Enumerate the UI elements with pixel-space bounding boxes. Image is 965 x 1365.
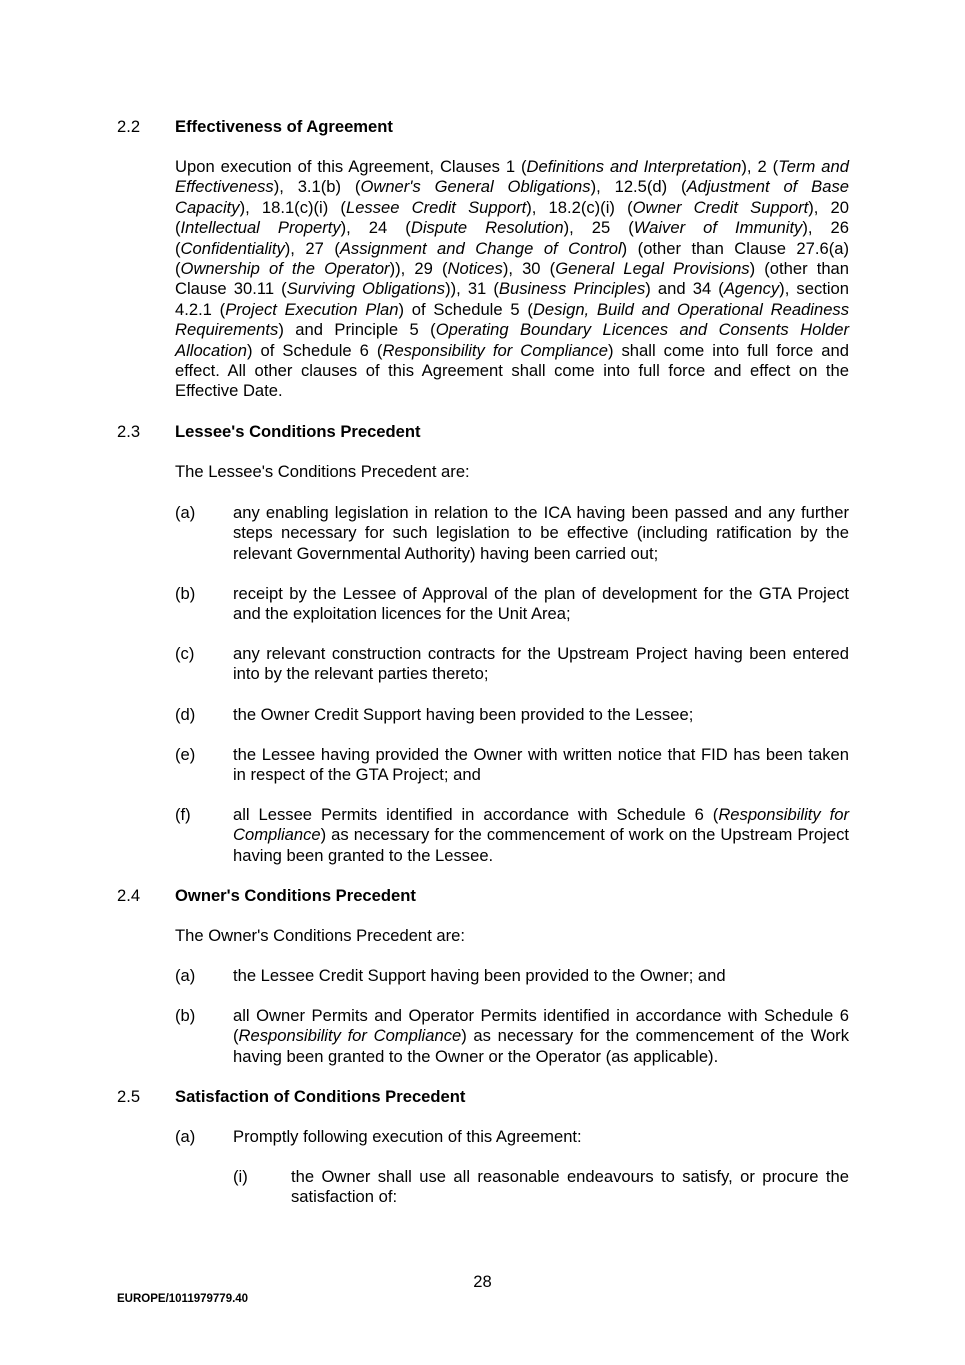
clause-label: (b)	[175, 584, 196, 603]
clause-label: (b)	[175, 1006, 196, 1025]
clause-label: (d)	[175, 705, 196, 724]
clause-text: any relevant construction contracts for the Upstream Project having been entered into by the relevant parties thereto;	[233, 644, 849, 684]
italic-term: Responsibility for Compliance	[382, 340, 608, 360]
section-2-2-number: 2.2	[117, 117, 141, 136]
italic-term: General Legal Provisions	[555, 259, 750, 279]
section-2-3-intro: The Lessee's Conditions Precedent are:	[175, 462, 470, 481]
section-2-4-heading: Owner's Conditions Precedent	[175, 886, 416, 905]
italic-term: Agency	[723, 279, 780, 299]
clause-label: (c)	[175, 644, 195, 663]
italic-term: Waiver of Immunity	[633, 218, 803, 238]
italic-term: Operating Boundary Licences and Consents Holder Allocation	[175, 320, 849, 360]
clause-label: (f)	[175, 805, 191, 824]
italic-term: Adjustment of Base Capacity	[175, 177, 849, 217]
clause-label: (a)	[175, 503, 196, 522]
italic-term: Notices	[447, 259, 503, 279]
italic-term: Owner's General Obligations	[360, 177, 591, 197]
italic-term: Confidentiality	[180, 238, 285, 258]
italic-term: Business Principles	[498, 279, 646, 299]
italic-term: Definitions and Interpretation	[526, 157, 742, 176]
italic-term: Term and Effectiveness	[175, 157, 849, 197]
italic-term: Intellectual Property	[180, 218, 341, 238]
subclause-text: the Owner shall use all reasonable endeavours to satisfy, or procure the satisfaction of:	[291, 1167, 849, 1207]
page-number: 28	[473, 1272, 492, 1291]
clause-text: any enabling legislation in relation to the ICA having been passed and any further steps necessary for such legislation to be effective (including ratification by the relevant Governmental Authority) having been carried out;	[233, 503, 849, 563]
clause-text: all Owner Permits and Operator Permits identified in accordance with Schedule 6 (Responsibility for Compliance) as necessary for the commencement of the Work having been granted to the Owner or the Operator (as applicable).	[233, 1006, 849, 1066]
section-2-5-heading: Satisfaction of Conditions Precedent	[175, 1087, 466, 1106]
italic-term: Assignment and Change of Control	[339, 238, 622, 258]
clause-label: (a)	[175, 1127, 196, 1146]
section-2-4-number: 2.4	[117, 886, 141, 905]
section-2-2-body: Upon execution of this Agreement, Clauses 1 (Definitions and Interpretation), 2 (Term and Effectiveness), 3.1(b) (Owner's General Obligations), 12.5(d) (Adjustment of Base Capacity), 18.1(c)(i) (Lessee Credit Support), 18.2(c)(i) (Owner Credit Support), 20 (Intellectual Property), 24 (Dispute Resolution), 25 (Waiver of Immunity), 26 (Confidentiality), 27 (Assignment and Change of Control) (other than Clause 27.6(a) (Ownership of the Operator)), 29 (Notices), 30 (General Legal Provisions) (other than Clause 30.11 (Surviving Obligations)), 31 (Business Principles) and 34 (Agency), section 4.2.1 (Project Execution Plan) of Schedule 5 (Design, Build and Operational Readiness Requirements) and Principle 5 (Operating Boundary Licences and Consents Holder Allocation) of Schedule 6 (Responsibility for Compliance) shall come into full force and effect. All other clauses of this Agreement shall come into full force and effect on the Effective Date.	[175, 157, 850, 401]
clause-label: (a)	[175, 966, 196, 985]
subclause-label: (i)	[233, 1167, 248, 1186]
clause-text: the Lessee having provided the Owner with written notice that FID has been taken in respect of the GTA Project; and	[233, 745, 849, 785]
document-reference: EUROPE/1011979779.40	[117, 1293, 249, 1305]
clause-text: all Lessee Permits identified in accordance with Schedule 6 (Responsibility for Compliance) as necessary for the commencement of work on the Upstream Project having been granted to the Lessee.	[233, 805, 849, 865]
italic-term: Lessee Credit Support	[345, 197, 527, 217]
italic-term: Responsibility for Compliance	[238, 1026, 462, 1046]
italic-term: Ownership of the Operator	[180, 259, 390, 279]
clause-text: the Owner Credit Support having been provided to the Lessee;	[233, 705, 694, 724]
italic-term: Surviving Obligations	[286, 279, 446, 299]
italic-term: Owner Credit Support	[632, 197, 809, 217]
section-2-5-number: 2.5	[117, 1087, 141, 1106]
italic-term: Responsibility for Compliance	[233, 805, 849, 845]
section-2-3-heading: Lessee's Conditions Precedent	[175, 422, 421, 441]
clause-text: Promptly following execution of this Agreement:	[233, 1127, 582, 1146]
clause-label: (e)	[175, 745, 196, 764]
section-2-3-number: 2.3	[117, 422, 141, 441]
clause-text: the Lessee Credit Support having been provided to the Owner; and	[233, 966, 726, 985]
italic-term: Project Execution Plan	[225, 299, 399, 319]
italic-term: Dispute Resolution	[410, 218, 564, 238]
italic-term: Design, Build and Operational Readiness Requirements	[175, 299, 850, 340]
section-2-2-heading: Effectiveness of Agreement	[175, 117, 393, 136]
clause-text: receipt by the Lessee of Approval of the plan of development for the GTA Project and the exploitation licences for the Unit Area;	[233, 584, 849, 624]
section-2-4-intro: The Owner's Conditions Precedent are:	[175, 926, 466, 945]
